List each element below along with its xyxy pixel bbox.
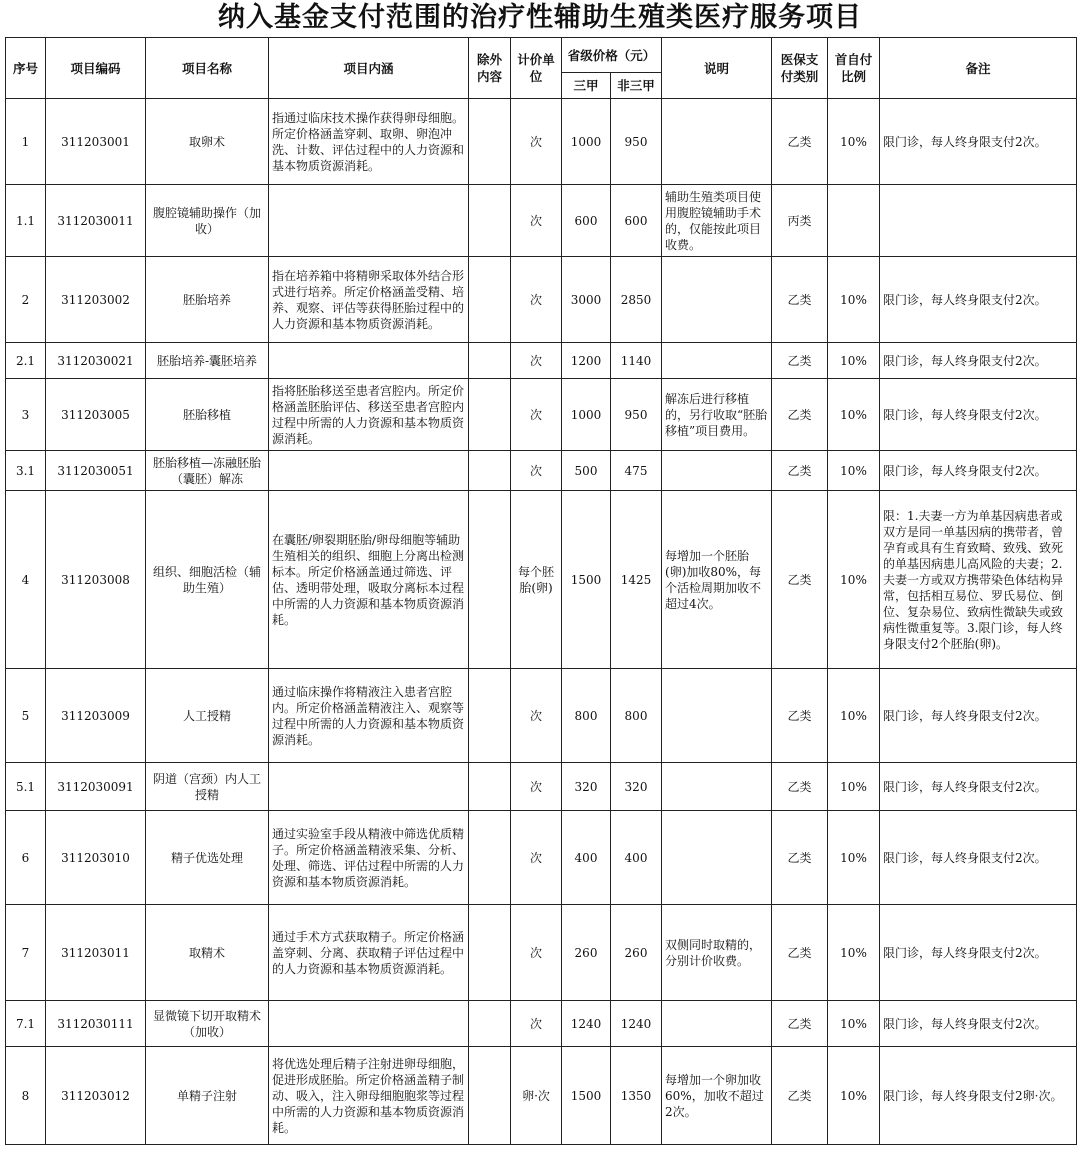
note-cell <box>662 257 772 343</box>
excluded-cell <box>469 1001 511 1047</box>
price-b-cell: 1425 <box>611 491 662 669</box>
excluded-cell <box>469 257 511 343</box>
ratio-cell: 10% <box>828 1047 880 1145</box>
excluded-cell <box>469 669 511 763</box>
unit-cell: 次 <box>511 451 562 491</box>
price-b-cell: 475 <box>611 451 662 491</box>
code-cell: 3112030011 <box>46 185 146 257</box>
excluded-cell <box>469 99 511 185</box>
seq-cell: 3.1 <box>6 451 46 491</box>
note-cell: 每增加一个胚胎(卵)加收80%，每个活检周期加收不超过4次。 <box>662 491 772 669</box>
remark-cell: 限门诊，每人终身限支付2次。 <box>880 763 1077 811</box>
table-row <box>6 451 1077 491</box>
name-cell: 腹腔镜辅助操作（加收） <box>146 185 269 257</box>
category-cell: 乙类 <box>772 451 828 491</box>
note-cell <box>662 811 772 905</box>
unit-cell: 次 <box>511 257 562 343</box>
category-cell: 乙类 <box>772 1001 828 1047</box>
seq-cell: 6 <box>6 811 46 905</box>
table-row <box>6 379 1077 451</box>
price-b-cell: 320 <box>611 763 662 811</box>
code-cell: 311203011 <box>46 905 146 1001</box>
price-b-cell: 950 <box>611 99 662 185</box>
col-remark: 备注 <box>880 38 1077 99</box>
name-cell: 取卵术 <box>146 99 269 185</box>
code-cell: 311203002 <box>46 257 146 343</box>
ratio-cell: 10% <box>828 99 880 185</box>
remark-cell: 限门诊，每人终身限支付2次。 <box>880 669 1077 763</box>
excluded-cell <box>469 379 511 451</box>
name-cell: 胚胎移植 <box>146 379 269 451</box>
content-cell <box>269 1001 469 1047</box>
code-cell: 311203005 <box>46 379 146 451</box>
price-a-cell: 260 <box>562 905 611 1001</box>
price-a-cell: 500 <box>562 451 611 491</box>
note-cell: 每增加一个卵加收60%，加收不超过2次。 <box>662 1047 772 1145</box>
remark-cell: 限：1.夫妻一方为单基因病患者或双方是同一单基因病的携带者，曾孕育或具有生育致畸、致残、致死的单基因病患儿高风险的夫妻；2.夫妻一方或双方携带染色体结构异常，包括相互易位、罗氏易位、倒位、复杂易位、致病性微缺失或致病性微重复等。3.限门诊，每人终身限支付2个胚胎(卵)。 <box>880 491 1077 669</box>
excluded-cell <box>469 451 511 491</box>
content-cell: 通过实验室手段从精液中筛选优质精子。所定价格涵盖精液采集、分析、处理、筛选、评估过程中所需的人力资源和基本物质资源消耗。 <box>269 811 469 905</box>
price-a-cell: 1200 <box>562 343 611 379</box>
price-b-cell: 2850 <box>611 257 662 343</box>
note-cell <box>662 763 772 811</box>
ratio-cell <box>828 185 880 257</box>
code-cell: 3112030091 <box>46 763 146 811</box>
code-cell: 3112030051 <box>46 451 146 491</box>
seq-cell: 4 <box>6 491 46 669</box>
col-code: 项目编码 <box>46 38 146 99</box>
table-row <box>6 99 1077 185</box>
price-a-cell: 1240 <box>562 1001 611 1047</box>
seq-cell: 1.1 <box>6 185 46 257</box>
category-cell: 乙类 <box>772 669 828 763</box>
ratio-cell: 10% <box>828 1001 880 1047</box>
name-cell: 单精子注射 <box>146 1047 269 1145</box>
name-cell: 取精术 <box>146 905 269 1001</box>
name-cell: 显微镜下切开取精术（加收） <box>146 1001 269 1047</box>
unit-cell: 次 <box>511 763 562 811</box>
remark-cell: 限门诊，每人终身限支付2次。 <box>880 99 1077 185</box>
content-cell: 将优选处理后精子注射进卵母细胞，促进形成胚胎。所定价格涵盖精子制动、吸入，注入卵母细胞胞浆等过程中所需的人力资源和基本物质资源消耗。 <box>269 1047 469 1145</box>
unit-cell: 卵·次 <box>511 1047 562 1145</box>
price-b-cell: 400 <box>611 811 662 905</box>
table-row <box>6 185 1077 257</box>
content-cell <box>269 343 469 379</box>
note-cell <box>662 99 772 185</box>
price-b-cell: 1350 <box>611 1047 662 1145</box>
category-cell: 乙类 <box>772 379 828 451</box>
name-cell: 阴道（宫颈）内人工授精 <box>146 763 269 811</box>
price-b-cell: 800 <box>611 669 662 763</box>
price-b-cell: 600 <box>611 185 662 257</box>
price-a-cell: 1500 <box>562 1047 611 1145</box>
price-a-cell: 1000 <box>562 99 611 185</box>
unit-cell: 次 <box>511 905 562 1001</box>
unit-cell: 次 <box>511 811 562 905</box>
price-a-cell: 600 <box>562 185 611 257</box>
remark-cell: 限门诊，每人终身限支付2次。 <box>880 451 1077 491</box>
col-content: 项目内涵 <box>269 38 469 99</box>
col-name: 项目名称 <box>146 38 269 99</box>
category-cell: 乙类 <box>772 811 828 905</box>
col-tier-a: 三甲 <box>562 73 611 99</box>
seq-cell: 7 <box>6 905 46 1001</box>
ratio-cell: 10% <box>828 763 880 811</box>
col-seq: 序号 <box>6 38 46 99</box>
service-items-table <box>5 37 1077 1145</box>
price-a-cell: 1500 <box>562 491 611 669</box>
category-cell: 乙类 <box>772 905 828 1001</box>
excluded-cell <box>469 1047 511 1145</box>
category-cell: 乙类 <box>772 257 828 343</box>
category-cell: 乙类 <box>772 343 828 379</box>
price-a-cell: 3000 <box>562 257 611 343</box>
name-cell: 胚胎培养 <box>146 257 269 343</box>
excluded-cell <box>469 491 511 669</box>
seq-cell: 5.1 <box>6 763 46 811</box>
content-cell: 指通过临床技术操作获得卵母细胞。所定价格涵盖穿刺、取卵、卵泡冲洗、计数、评估过程中的人力资源和基本物质资源消耗。 <box>269 99 469 185</box>
category-cell: 丙类 <box>772 185 828 257</box>
remark-cell: 限门诊，每人终身限支付2次。 <box>880 257 1077 343</box>
ratio-cell: 10% <box>828 669 880 763</box>
content-cell: 在囊胚/卵裂期胚胎/卵母细胞等辅助生殖相关的组织、细胞上分离出检测标本。所定价格涵盖通过筛选、评估、透明带处理，吸取分离标本过程中所需的人力资源和基本物质资源消耗。 <box>269 491 469 669</box>
remark-cell: 限门诊，每人终身限支付2次。 <box>880 343 1077 379</box>
excluded-cell <box>469 185 511 257</box>
note-cell <box>662 343 772 379</box>
ratio-cell: 10% <box>828 451 880 491</box>
content-cell <box>269 451 469 491</box>
excluded-cell <box>469 763 511 811</box>
col-unit: 计价单位 <box>511 38 562 99</box>
unit-cell: 次 <box>511 185 562 257</box>
content-cell: 通过手术方式获取精子。所定价格涵盖穿刺、分离、获取精子评估过程中的人力资源和基本物质资源消耗。 <box>269 905 469 1001</box>
table-row <box>6 669 1077 763</box>
category-cell: 乙类 <box>772 1047 828 1145</box>
table-row <box>6 811 1077 905</box>
unit-cell: 次 <box>511 1001 562 1047</box>
content-cell <box>269 763 469 811</box>
code-cell: 311203009 <box>46 669 146 763</box>
table-row <box>6 905 1077 1001</box>
seq-cell: 2 <box>6 257 46 343</box>
ratio-cell: 10% <box>828 491 880 669</box>
table-row <box>6 257 1077 343</box>
unit-cell: 每个胚胎(卵) <box>511 491 562 669</box>
code-cell: 311203008 <box>46 491 146 669</box>
table-row <box>6 343 1077 379</box>
code-cell: 3112030111 <box>46 1001 146 1047</box>
code-cell: 311203001 <box>46 99 146 185</box>
col-category: 医保支付类别 <box>772 38 828 99</box>
table-row <box>6 763 1077 811</box>
table-row <box>6 1001 1077 1047</box>
content-cell <box>269 185 469 257</box>
page-title: 纳入基金支付范围的治疗性辅助生殖类医疗服务项目 <box>218 2 862 33</box>
seq-cell: 2.1 <box>6 343 46 379</box>
note-cell <box>662 451 772 491</box>
remark-cell: 限门诊，每人终身限支付2次。 <box>880 1001 1077 1047</box>
unit-cell: 次 <box>511 379 562 451</box>
remark-cell: 限门诊，每人终身限支付2次。 <box>880 379 1077 451</box>
ratio-cell: 10% <box>828 257 880 343</box>
remark-cell: 限门诊，每人终身限支付2次。 <box>880 905 1077 1001</box>
code-cell: 311203012 <box>46 1047 146 1145</box>
name-cell: 组织、细胞活检（辅助生殖） <box>146 491 269 669</box>
name-cell: 精子优选处理 <box>146 811 269 905</box>
ratio-cell: 10% <box>828 811 880 905</box>
code-cell: 311203010 <box>46 811 146 905</box>
note-cell: 双侧同时取精的，分别计价收费。 <box>662 905 772 1001</box>
content-cell: 指在培养箱中将精卵采取体外结合形式进行培养。所定价格涵盖受精、培养、观察、评估等获得胚胎过程中的人力资源和基本物质资源消耗。 <box>269 257 469 343</box>
unit-cell: 次 <box>511 99 562 185</box>
remark-cell <box>880 185 1077 257</box>
remark-cell: 限门诊，每人终身限支付2卵·次。 <box>880 1047 1077 1145</box>
price-a-cell: 800 <box>562 669 611 763</box>
content-cell: 通过临床操作将精液注入患者宫腔内。所定价格涵盖精液注入、观察等过程中所需的人力资源和基本物质资源消耗。 <box>269 669 469 763</box>
col-note: 说明 <box>662 38 772 99</box>
note-cell <box>662 1001 772 1047</box>
note-cell: 辅助生殖类项目使用腹腔镜辅助手术的，仅能按此项目收费。 <box>662 185 772 257</box>
ratio-cell: 10% <box>828 905 880 1001</box>
category-cell: 乙类 <box>772 99 828 185</box>
price-b-cell: 1240 <box>611 1001 662 1047</box>
header-row-top <box>6 38 1077 73</box>
price-b-cell: 260 <box>611 905 662 1001</box>
note-cell <box>662 669 772 763</box>
table-row <box>6 1047 1077 1145</box>
name-cell: 胚胎移植—冻融胚胎（囊胚）解冻 <box>146 451 269 491</box>
price-b-cell: 1140 <box>611 343 662 379</box>
note-cell: 解冻后进行移植的，另行收取“胚胎移植”项目费用。 <box>662 379 772 451</box>
name-cell: 人工授精 <box>146 669 269 763</box>
col-ratio: 首自付比例 <box>828 38 880 99</box>
price-b-cell: 950 <box>611 379 662 451</box>
seq-cell: 8 <box>6 1047 46 1145</box>
col-tier-b: 非三甲 <box>611 73 662 99</box>
col-price-group: 省级价格（元） <box>562 38 662 73</box>
name-cell: 胚胎培养-囊胚培养 <box>146 343 269 379</box>
seq-cell: 5 <box>6 669 46 763</box>
category-cell: 乙类 <box>772 763 828 811</box>
col-excluded: 除外内容 <box>469 38 511 99</box>
content-cell: 指将胚胎移送至患者宫腔内。所定价格涵盖胚胎评估、移送至患者宫腔内过程中所需的人力资源和基本物质资源消耗。 <box>269 379 469 451</box>
ratio-cell: 10% <box>828 379 880 451</box>
remark-cell: 限门诊，每人终身限支付2次。 <box>880 811 1077 905</box>
price-a-cell: 320 <box>562 763 611 811</box>
code-cell: 3112030021 <box>46 343 146 379</box>
ratio-cell: 10% <box>828 343 880 379</box>
unit-cell: 次 <box>511 343 562 379</box>
unit-cell: 次 <box>511 669 562 763</box>
category-cell: 乙类 <box>772 491 828 669</box>
excluded-cell <box>469 343 511 379</box>
excluded-cell <box>469 905 511 1001</box>
seq-cell: 1 <box>6 99 46 185</box>
table-row <box>6 491 1077 669</box>
price-a-cell: 400 <box>562 811 611 905</box>
price-a-cell: 1000 <box>562 379 611 451</box>
seq-cell: 3 <box>6 379 46 451</box>
excluded-cell <box>469 811 511 905</box>
seq-cell: 7.1 <box>6 1001 46 1047</box>
